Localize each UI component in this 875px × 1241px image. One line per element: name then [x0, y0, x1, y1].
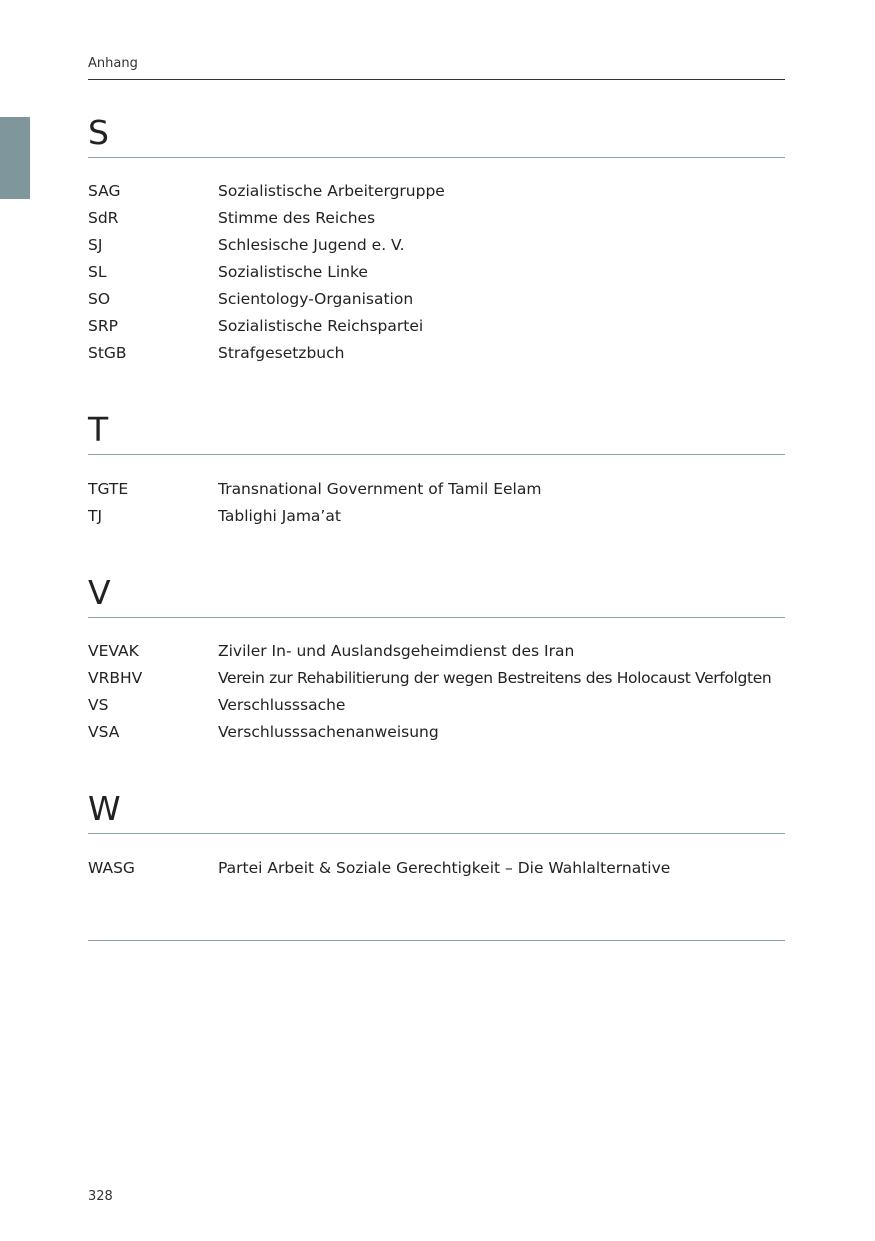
list-item: [88, 665, 785, 692]
expansion: Schlesische Jugend e. V.: [218, 236, 405, 254]
abbreviation: SL: [88, 263, 107, 281]
expansion: Partei Arbeit & Soziale Gerechtigkeit – Die Wahlalternative: [218, 859, 671, 877]
abbreviation: VRBHV: [88, 669, 143, 687]
section-w: [88, 789, 785, 882]
list-item: [88, 503, 785, 530]
section-letter: V: [88, 573, 111, 612]
section-rule: [88, 617, 785, 618]
section-v: [88, 573, 785, 746]
expansion: Verein zur Rehabilitierung der wegen Bestreitens des Holocaust Verfolgten: [218, 669, 772, 687]
section-letter: S: [88, 113, 109, 152]
expansion: Stimme des Reiches: [218, 209, 376, 227]
expansion: Strafgesetzbuch: [218, 344, 345, 362]
list-item: [88, 259, 785, 286]
header-rule: [88, 79, 785, 80]
abbreviation: SdR: [88, 209, 119, 227]
list-item: [88, 178, 785, 205]
list-item: [88, 340, 785, 367]
entry-list: [88, 638, 785, 746]
abbreviation: SO: [88, 290, 111, 308]
abbreviation: TJ: [88, 507, 103, 525]
entry-list: [88, 855, 785, 882]
entry-list: [88, 476, 785, 530]
expansion: Verschlusssache: [218, 696, 346, 714]
end-rule: [88, 940, 785, 941]
page-number: 328: [88, 1189, 113, 1204]
chapter-tab-marker: [0, 117, 30, 199]
expansion: Tablighi Jama’at: [218, 507, 341, 525]
expansion: Sozialistische Arbeitergruppe: [218, 182, 445, 200]
abbreviation: VSA: [88, 723, 120, 741]
abbreviation: VS: [88, 696, 109, 714]
list-item: [88, 476, 785, 503]
running-header: Anhang: [88, 56, 138, 71]
expansion: Transnational Government of Tamil Eelam: [218, 480, 542, 498]
expansion: Ziviler In- und Auslandsgeheimdienst des Iran: [218, 642, 575, 660]
section-t: [88, 410, 785, 530]
entry-list: [88, 178, 785, 367]
abbreviation: SJ: [88, 236, 103, 254]
list-item: [88, 232, 785, 259]
list-item: [88, 719, 785, 746]
abbreviation: TGTE: [88, 480, 129, 498]
section-rule: [88, 157, 785, 158]
abbreviation: VEVAK: [88, 642, 139, 660]
section-letter: W: [88, 789, 121, 828]
list-item: [88, 205, 785, 232]
list-item: [88, 692, 785, 719]
abbreviation: WASG: [88, 859, 135, 877]
expansion: Verschlusssachenanweisung: [218, 723, 439, 741]
section-letter: T: [88, 410, 109, 449]
section-rule: [88, 454, 785, 455]
abbreviation: StGB: [88, 344, 127, 362]
expansion: Scientology-Organisation: [218, 290, 414, 308]
list-item: [88, 286, 785, 313]
section-rule: [88, 833, 785, 834]
list-item: [88, 855, 785, 882]
list-item: [88, 638, 785, 665]
list-item: [88, 313, 785, 340]
expansion: Sozialistische Linke: [218, 263, 368, 281]
abbreviation: SAG: [88, 182, 121, 200]
section-s: [88, 113, 785, 367]
abbreviation: SRP: [88, 317, 118, 335]
expansion: Sozialistische Reichspartei: [218, 317, 424, 335]
